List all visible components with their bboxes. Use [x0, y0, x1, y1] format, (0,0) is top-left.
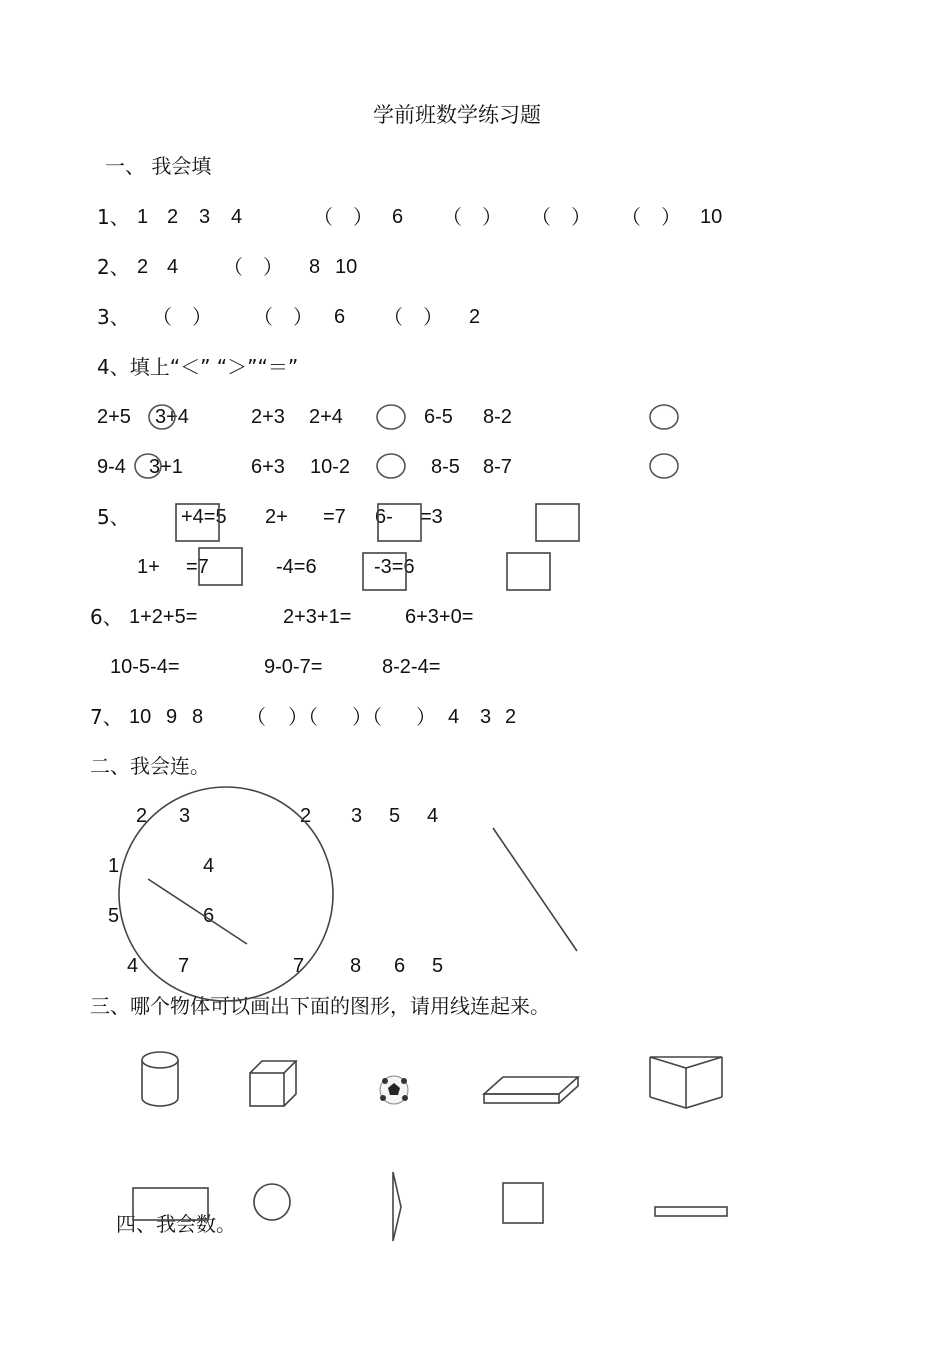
- compare-circle: [650, 454, 678, 478]
- match-number: 8: [350, 955, 362, 977]
- match-number: 6: [394, 955, 406, 977]
- q1-item: 6: [392, 206, 404, 228]
- circle-icon: [254, 1184, 290, 1220]
- q7-item: 10: [129, 706, 152, 728]
- q1-blank: （ ）: [313, 205, 373, 229]
- compare-circle: [377, 454, 405, 478]
- cube-icon: [250, 1061, 296, 1106]
- q5-expr: =7: [323, 506, 346, 528]
- thin-rectangle-icon: [655, 1207, 727, 1216]
- q7-label: 7、: [90, 705, 123, 729]
- q3-item: 6: [334, 306, 346, 328]
- q7-item: 8: [192, 706, 204, 728]
- connect-line: [148, 879, 247, 944]
- q1-item: 3: [199, 206, 211, 228]
- clock-number: 1: [108, 855, 120, 877]
- compare-circle: [377, 405, 405, 429]
- match-number: 2: [300, 805, 312, 827]
- q4-expr: 6+3: [251, 456, 285, 478]
- answer-box: [536, 504, 579, 541]
- q2-label: 2、: [97, 255, 130, 279]
- q1-blank: （ ）: [531, 205, 591, 229]
- q7-item: 9: [166, 706, 178, 728]
- q5-label: 5、: [97, 505, 130, 529]
- clock-number: 6: [203, 905, 215, 927]
- match-number: 5: [432, 955, 444, 977]
- q2-item: 4: [167, 256, 179, 278]
- q7-blank: ）（: [352, 705, 382, 729]
- q5-expr: =7: [186, 556, 209, 578]
- triangular-prism-icon: [650, 1057, 722, 1108]
- q4-expr: 9-4: [97, 456, 126, 478]
- compare-circle: [650, 405, 678, 429]
- clock-number: 4: [127, 955, 139, 977]
- q4-expr: 8-5: [431, 456, 460, 478]
- q4-label: 4、填上“＜” “＞”“＝”: [97, 355, 299, 379]
- q1-blank: （ ）: [442, 205, 502, 229]
- flat-box-icon: [484, 1077, 578, 1103]
- q1-item: 1: [137, 206, 149, 228]
- q6-expr: 9-0-7=: [264, 656, 323, 678]
- soccer-ball-icon: [380, 1076, 408, 1104]
- q4-expr: 10-2: [310, 456, 351, 478]
- connect-line: [493, 828, 577, 951]
- q5-expr: -3=6: [374, 556, 415, 578]
- clock-number: 4: [203, 855, 215, 877]
- compare-circles: [135, 405, 678, 478]
- clock-number: 2: [136, 805, 148, 827]
- cylinder-icon: [142, 1052, 178, 1106]
- q3-blank: （ ）: [152, 305, 212, 329]
- answer-boxes: [176, 504, 579, 590]
- match-number: 4: [427, 805, 439, 827]
- q7-item: 3: [480, 706, 492, 728]
- q5-expr: -4=6: [276, 556, 317, 578]
- section-3-heading: 三、哪个物体可以画出下面的图形，请用线连起来。: [90, 994, 550, 1018]
- square-icon: [503, 1183, 543, 1223]
- triangle-icon: [393, 1172, 401, 1241]
- q7-blank: （: [246, 705, 266, 729]
- answer-box: [378, 504, 421, 541]
- q5-expr: 1+: [137, 556, 160, 578]
- q2-blank: （ ）: [223, 255, 283, 279]
- q1-blank: （ ）: [621, 205, 681, 229]
- q4-expr: 3+4: [155, 406, 189, 428]
- q3-item: 2: [469, 306, 481, 328]
- match-number: 7: [293, 955, 305, 977]
- match-number: 3: [351, 805, 363, 827]
- match-number: 5: [389, 805, 401, 827]
- q1-label: 1、: [97, 205, 130, 229]
- q4-expr: 2+4: [309, 406, 343, 428]
- rectangle-icon: [133, 1188, 208, 1220]
- q6-expr: 2+3+1=: [283, 606, 352, 628]
- q7-item: 4: [448, 706, 460, 728]
- q1-item: 2: [167, 206, 179, 228]
- section-1-heading: 一、 我会填: [105, 154, 212, 178]
- big-circle: [119, 787, 333, 1001]
- q6-expr: 8-2-4=: [382, 656, 441, 678]
- q4-expr: 8-7: [483, 456, 512, 478]
- q4-expr: 2+5: [97, 406, 131, 428]
- clock-number: 5: [108, 905, 120, 927]
- clock-number: 7: [178, 955, 190, 977]
- q6-expr: 6+3+0=: [405, 606, 474, 628]
- section-4-heading: 四、我会数。: [116, 1212, 236, 1236]
- q3-blank: （ ）: [253, 305, 313, 329]
- q3-blank: （ ）: [383, 305, 443, 329]
- page-title: 学前班数学练习题: [373, 103, 541, 127]
- q2-item: 2: [137, 256, 149, 278]
- q1-item: 10: [700, 206, 723, 228]
- q4-expr: 8-2: [483, 406, 512, 428]
- q2-item: 8: [309, 256, 321, 278]
- q4-expr: 3+1: [149, 456, 183, 478]
- q5-expr: 2+: [265, 506, 288, 528]
- q2-item: 10: [335, 256, 358, 278]
- answer-box: [176, 504, 219, 541]
- q5-expr: =3: [420, 506, 443, 528]
- q6-label: 6、: [90, 605, 123, 629]
- q6-expr: 10-5-4=: [110, 656, 180, 678]
- q5-expr: +4=5: [181, 506, 227, 528]
- q3-label: 3、: [97, 305, 130, 329]
- clock-number: 3: [179, 805, 191, 827]
- q4-expr: 6-5: [424, 406, 453, 428]
- q7-item: 2: [505, 706, 517, 728]
- q1-item: 4: [231, 206, 243, 228]
- answer-box: [507, 553, 550, 590]
- compare-circle: [149, 405, 175, 429]
- q4-expr: 2+3: [251, 406, 285, 428]
- section-2-heading: 二、我会连。: [90, 754, 210, 778]
- q7-blank: ）: [416, 705, 436, 729]
- q6-expr: 1+2+5=: [129, 606, 198, 628]
- compare-circle: [135, 454, 161, 478]
- q5-expr: 6-: [375, 506, 393, 528]
- answer-box: [363, 553, 406, 590]
- answer-box: [199, 548, 242, 585]
- q7-blank: ）（: [288, 705, 318, 729]
